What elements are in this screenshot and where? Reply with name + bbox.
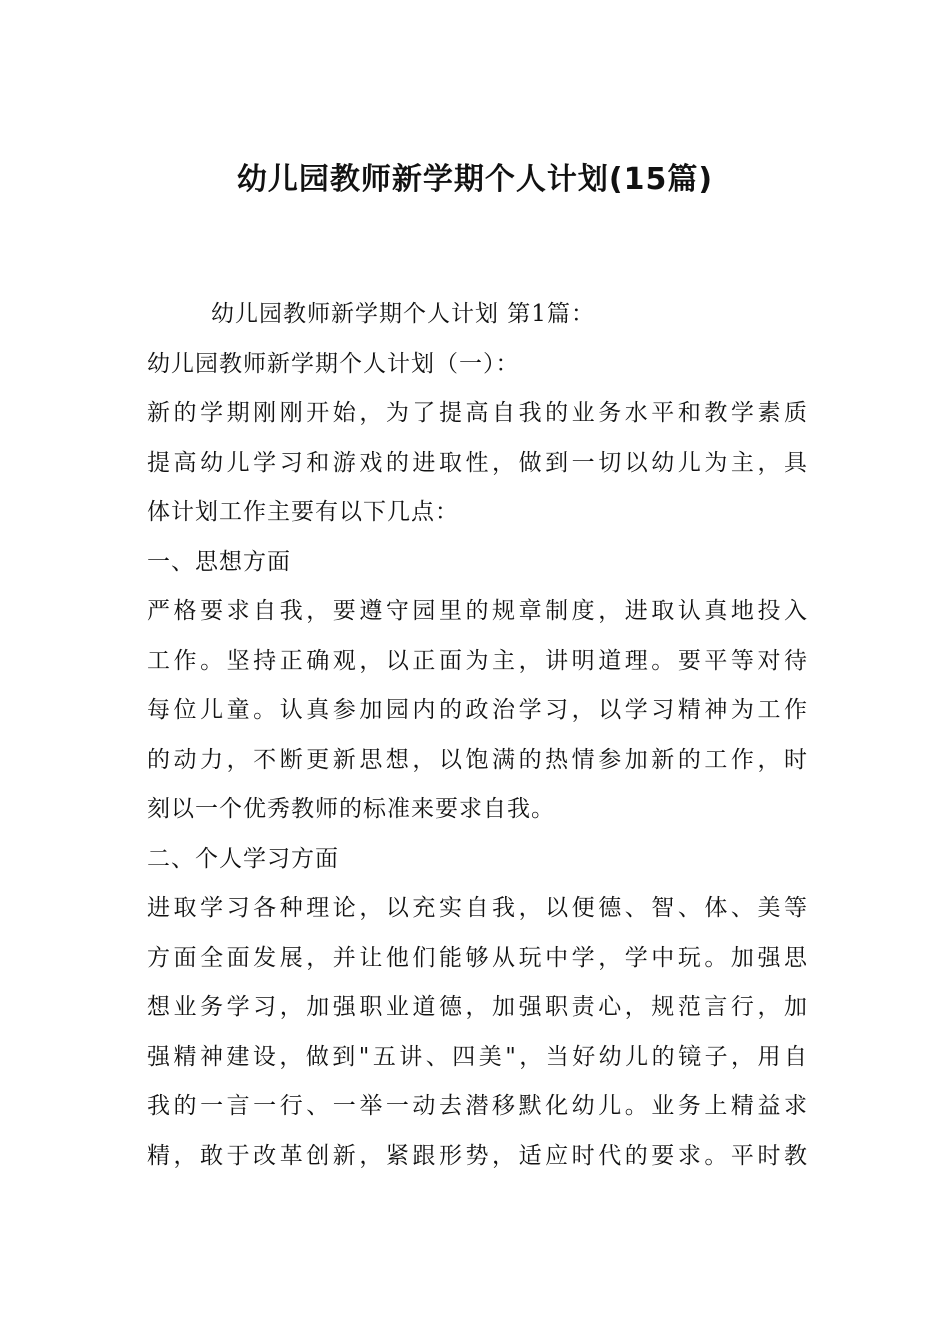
- section-heading-thought: 一、思想方面: [147, 548, 291, 575]
- section-heading: 幼儿园教师新学期个人计划 第1篇：: [211, 301, 595, 327]
- paragraph-line: 想业务学习，加强职业道德，加强职责心，规范言行，加: [147, 994, 807, 1020]
- paragraph-line: 工作。坚持正确观，以正面为主，讲明道理。要平等对待: [147, 647, 807, 674]
- paragraph-line: 精，敢于改革创新，紧跟形势，适应时代的要求。平时教: [147, 1142, 807, 1169]
- paragraph-line: 每位儿童。认真参加园内的政治学习，以学习精神为工作: [147, 697, 807, 723]
- paragraph-line: 我的一言一行、一举一动去潜移默化幼儿。业务上精益求: [147, 1093, 807, 1119]
- paragraph-line: 新的学期刚刚开始，为了提高自我的业务水平和教学素质: [147, 400, 807, 426]
- paragraph-line: 方面全面发展，并让他们能够从玩中学，学中玩。加强思: [147, 944, 807, 971]
- paragraph-line: 严格要求自我，要遵守园里的规章制度，进取认真地投入: [147, 598, 807, 624]
- paragraph-line: 进取学习各种理论，以充实自我，以便德、智、体、美等: [147, 895, 807, 921]
- paragraph-line: 体计划工作主要有以下几点：: [147, 499, 459, 525]
- document-title: 幼儿园教师新学期个人计划(15篇): [236, 162, 714, 197]
- paragraph-line: 强精神建设，做到"五讲、四美"，当好幼儿的镜子，用自: [147, 1043, 807, 1070]
- document-body: [147, 290, 807, 1181]
- section-heading-study: 二、个人学习方面: [147, 845, 339, 872]
- subheading: 幼儿园教师新学期个人计划（一）：: [147, 350, 520, 377]
- paragraph-line: 的动力，不断更新思想，以饱满的热情参加新的工作，时: [147, 746, 807, 773]
- paragraph-line: 提高幼儿学习和游戏的进取性，做到一切以幼儿为主，具: [147, 449, 807, 476]
- paragraph-line: 刻以一个优秀教师的标准来要求自我。: [147, 796, 555, 822]
